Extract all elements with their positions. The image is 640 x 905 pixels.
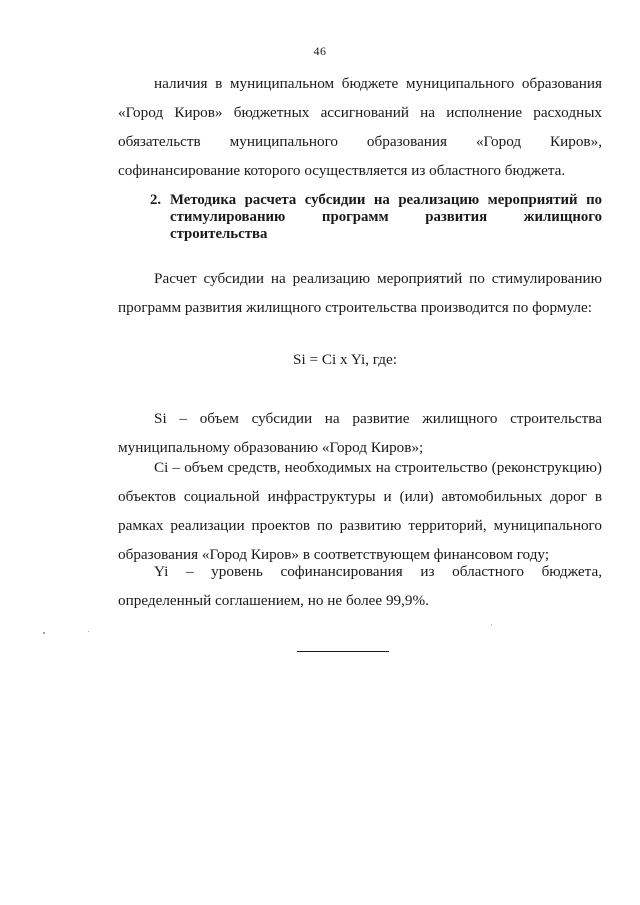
scan-speck bbox=[491, 624, 492, 625]
definition-yi-text: Yi – уровень софинансирования из областного бюджета, определенный соглашением, но не более 99,9%. bbox=[118, 563, 602, 609]
page-number: 46 bbox=[313, 44, 327, 58]
formula: Si = Ci x Yi, где: bbox=[293, 351, 397, 368]
scan-speck bbox=[43, 632, 45, 634]
calculation-paragraph-text: Расчет субсидии на реализацию мероприятий по стимулированию программ развития жилищного строительства производится по формуле: bbox=[118, 270, 602, 316]
definition-ci-text: Ci – объем средств, необходимых на строительство (реконструкцию) объектов социальной инфраструктуры и (или) автомобильных дорог в рамках реализации проектов по развитию территорий, муниципального образования «Город Киров» в соответствующем финансовом году; bbox=[118, 459, 602, 563]
section-number: 2. bbox=[150, 192, 162, 208]
scan-speck bbox=[88, 631, 89, 632]
calculation-paragraph bbox=[118, 264, 602, 322]
intro-paragraph bbox=[118, 69, 602, 185]
intro-paragraph-text: наличия в муниципальном бюджете муниципального образования «Город Киров» бюджетных ассигнований на исполнение расходных обязательств муниципального образования «Город Киров», софинансирование которого осуществляется из областного бюджета. bbox=[118, 75, 602, 179]
definition-si-text: Si – объем субсидии на развитие жилищного строительства муниципальному образованию «Город Киров»; bbox=[118, 410, 602, 456]
definition-yi bbox=[118, 557, 602, 615]
definition-ci bbox=[118, 453, 602, 569]
section-heading bbox=[150, 192, 602, 243]
section-heading-text: Методика расчета субсидии на реализацию мероприятий по стимулированию программ развития жилищного строительства bbox=[170, 192, 602, 242]
end-separator-line bbox=[297, 651, 389, 652]
